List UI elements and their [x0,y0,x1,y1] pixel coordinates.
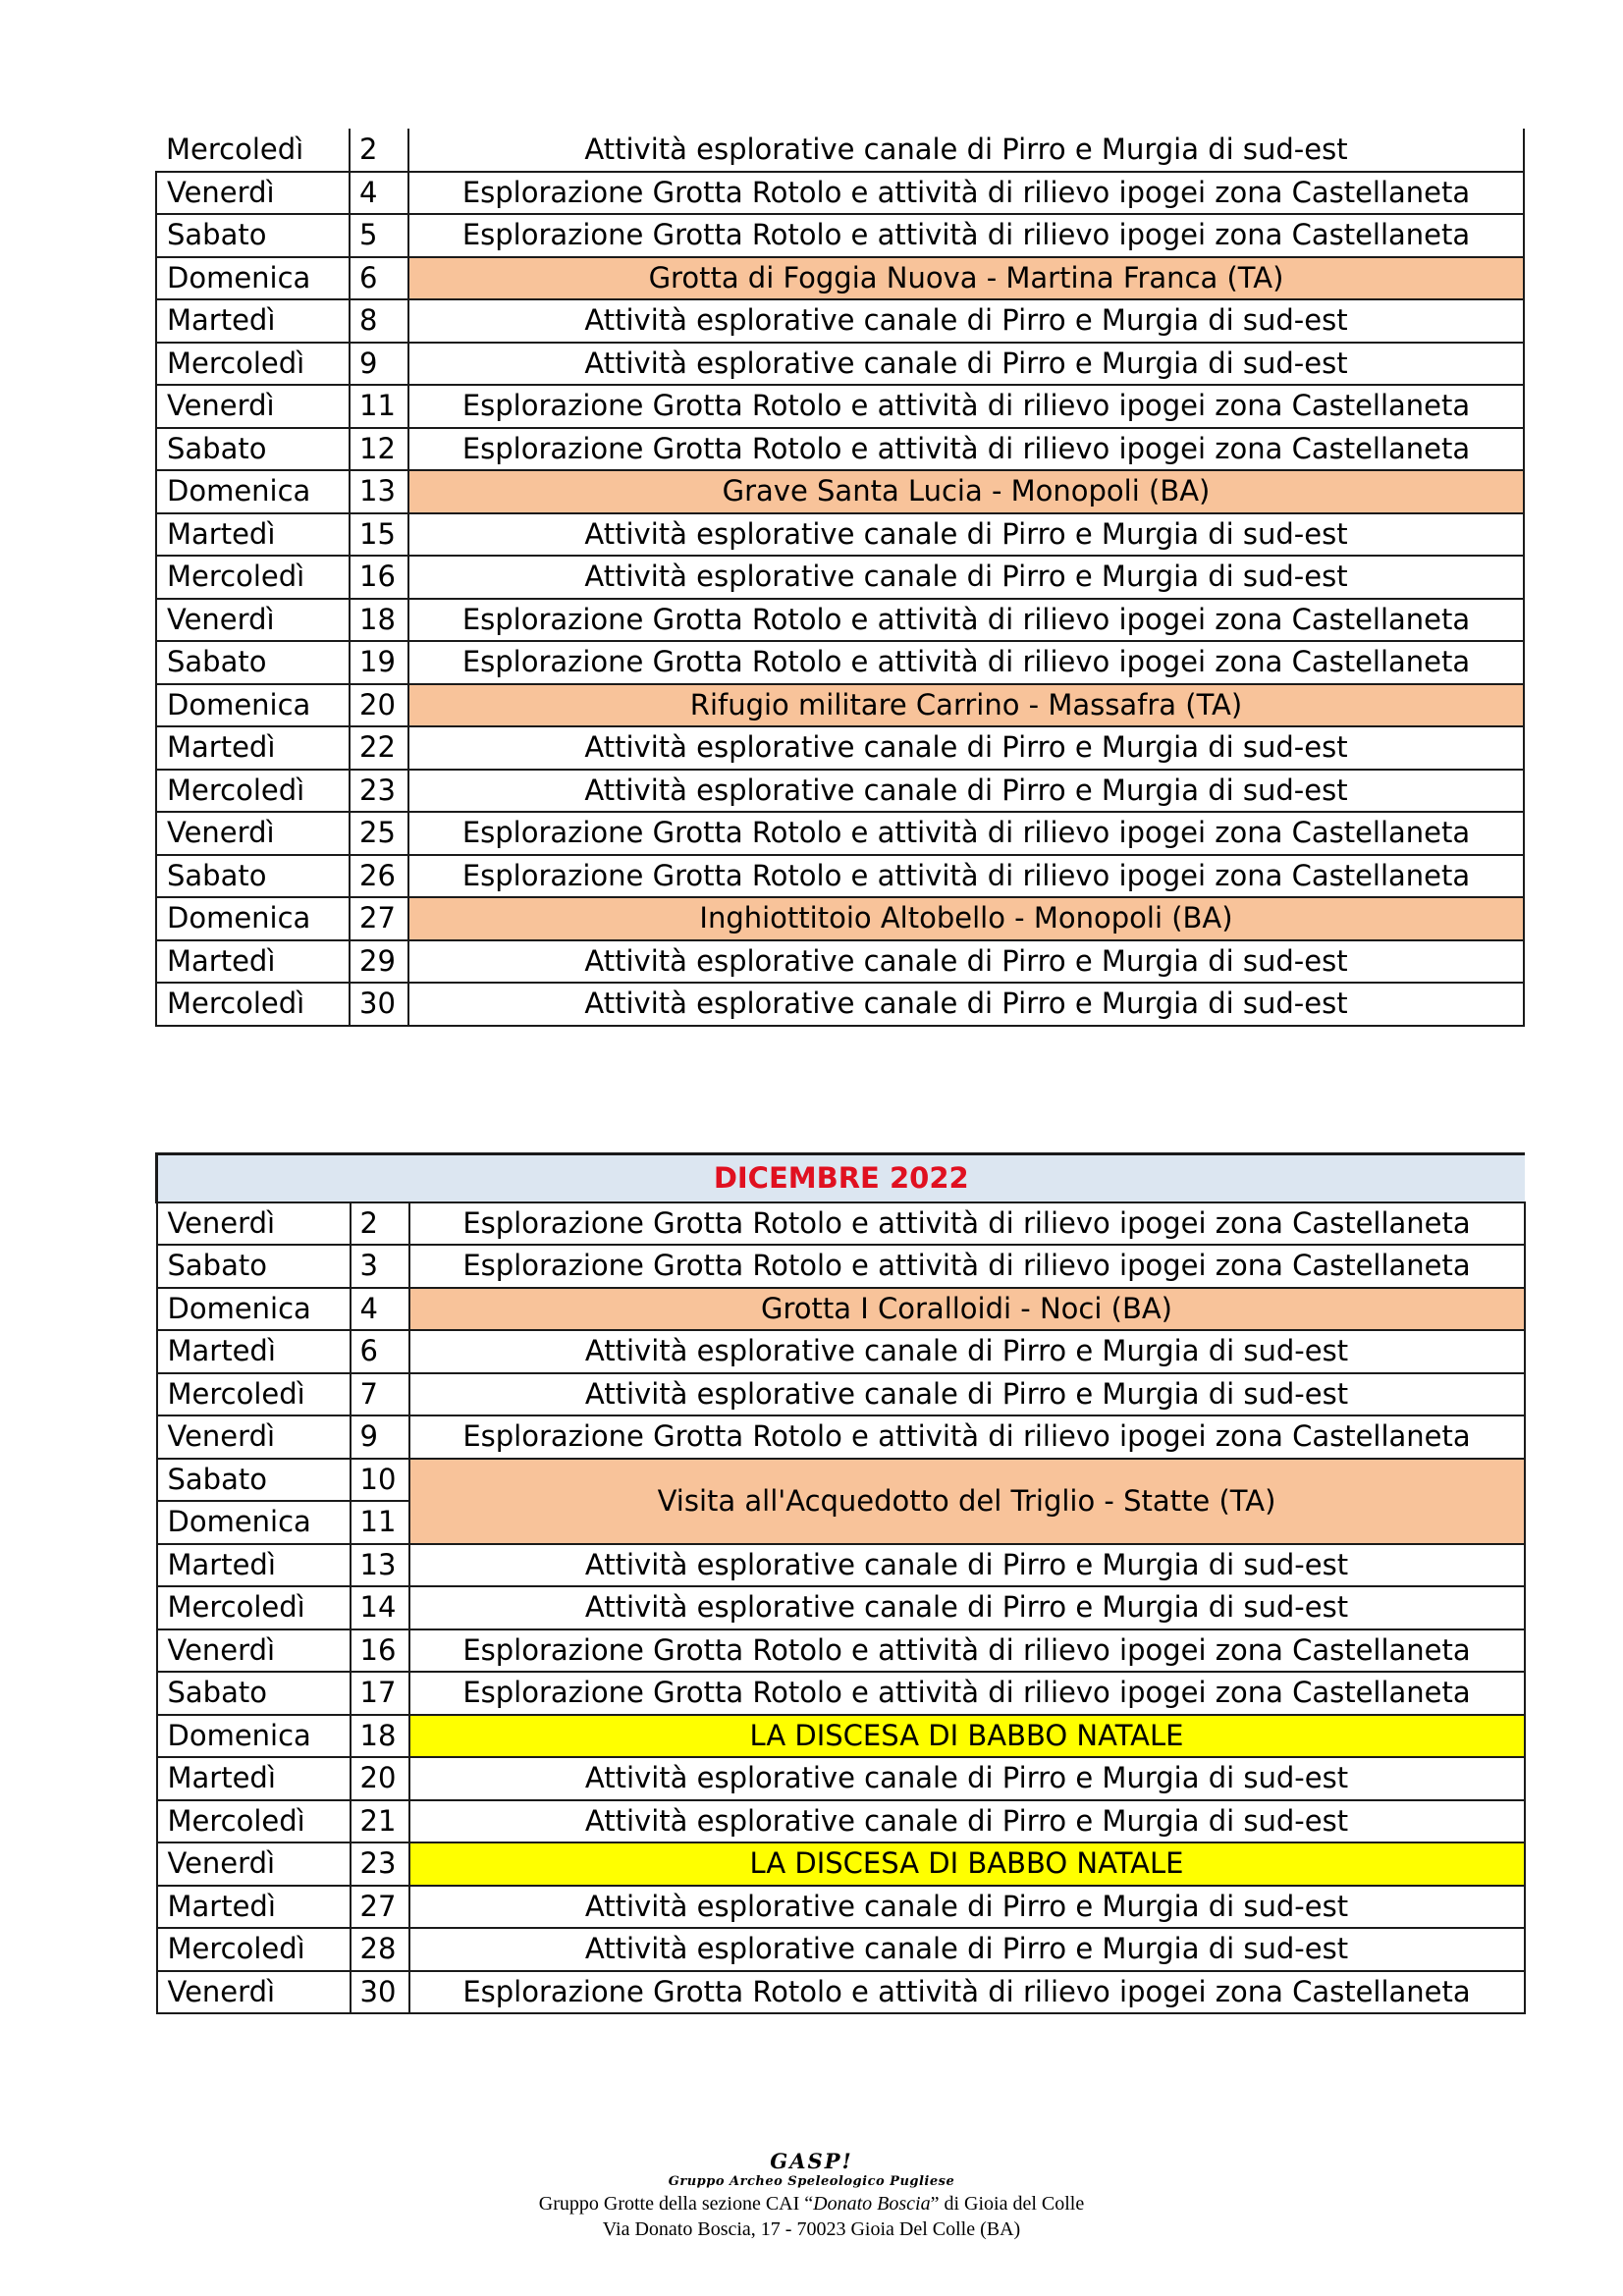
schedule-row [157,1842,1525,1886]
activity-cell: Attività esplorative canale di Pirro e Murgia di sud-est [408,299,1524,343]
date-cell: 27 [351,1886,409,1929]
date-cell: 13 [351,1544,409,1587]
activity-cell: Attività esplorative canale di Pirro e Murgia di sud-est [408,940,1524,984]
date-cell: 28 [351,1928,409,1971]
footer-address: Via Donato Boscia, 17 - 70023 Gioia Del Colle (BA) [602,2218,1021,2240]
activity-cell: Visita all'Acquedotto del Triglio - Statte (TA) [409,1459,1525,1544]
date-cell: 5 [350,214,408,257]
schedule-row [157,1672,1525,1715]
day-cell: Martedì [156,299,350,343]
schedule-row [157,1629,1525,1673]
date-cell: 3 [351,1245,409,1288]
schedule-row [157,1800,1525,1843]
day-cell: Venerdì [156,599,350,642]
schedule-row [156,172,1524,215]
date-cell: 11 [350,385,408,428]
footer-line1-prefix: Gruppo Grotte della sezione CAI “ [538,2193,814,2215]
schedule-row [156,556,1524,599]
day-cell: Martedì [157,1330,351,1373]
day-cell: Martedì [156,940,350,984]
date-cell: 6 [350,257,408,300]
schedule-row [157,1245,1525,1288]
day-cell: Martedì [156,513,350,557]
date-cell: 11 [351,1501,409,1544]
schedule-row [157,1715,1525,1758]
date-cell: 19 [350,641,408,684]
activity-cell: Attività esplorative canale di Pirro e Murgia di sud-est [408,983,1524,1026]
date-cell: 6 [351,1330,409,1373]
date-cell: 2 [350,129,408,172]
schedule-row [157,1288,1525,1331]
schedule-row [156,257,1524,300]
date-cell: 16 [351,1629,409,1673]
activity-cell: Esplorazione Grotta Rotolo e attività di rilievo ipogei zona Castellaneta [408,812,1524,855]
day-cell: Venerdì [157,1842,351,1886]
date-cell: 26 [350,855,408,898]
december-schedule-table [155,1152,1526,2014]
schedule-row [157,1330,1525,1373]
schedule-row [156,299,1524,343]
date-cell: 14 [351,1586,409,1629]
day-cell: Venerdì [157,1971,351,2014]
day-cell: Mercoledì [157,1928,351,1971]
day-cell: Venerdì [157,1202,351,1246]
date-cell: 22 [350,726,408,770]
schedule-row [156,385,1524,428]
date-cell: 7 [351,1373,409,1416]
schedule-row [157,1415,1525,1459]
schedule-row [156,684,1524,727]
day-cell: Sabato [156,855,350,898]
schedule-row [157,1202,1525,1246]
date-cell: 23 [350,770,408,813]
footer-group-name: Gruppo Archeo Speleologico Pugliese [668,2174,955,2189]
activity-cell: Esplorazione Grotta Rotolo e attività di rilievo ipogei zona Castellaneta [408,428,1524,471]
schedule-row [156,513,1524,557]
activity-cell: Esplorazione Grotta Rotolo e attività di rilievo ipogei zona Castellaneta [409,1245,1525,1288]
activity-cell: Esplorazione Grotta Rotolo e attività di rilievo ipogei zona Castellaneta [408,385,1524,428]
schedule-row [156,940,1524,984]
schedule-row [156,599,1524,642]
schedule-row [156,428,1524,471]
day-cell: Martedì [156,726,350,770]
day-cell: Mercoledì [156,129,350,172]
activity-cell: Attività esplorative canale di Pirro e Murgia di sud-est [409,1586,1525,1629]
activity-cell: Attività esplorative canale di Pirro e Murgia di sud-est [409,1373,1525,1416]
activity-cell: Rifugio militare Carrino - Massafra (TA) [408,684,1524,727]
activity-cell: Attività esplorative canale di Pirro e Murgia di sud-est [408,129,1524,172]
footer-logo: GASP! [770,2149,853,2173]
activity-cell: Attività esplorative canale di Pirro e Murgia di sud-est [408,726,1524,770]
day-cell: Mercoledì [157,1586,351,1629]
activity-cell: Esplorazione Grotta Rotolo e attività di rilievo ipogei zona Castellaneta [408,641,1524,684]
schedule-row [157,1886,1525,1929]
activity-cell: Esplorazione Grotta Rotolo e attività di rilievo ipogei zona Castellaneta [409,1971,1525,2014]
footer [0,2150,1623,2242]
activity-cell: Esplorazione Grotta Rotolo e attività di rilievo ipogei zona Castellaneta [409,1629,1525,1673]
activity-cell: Attività esplorative canale di Pirro e Murgia di sud-est [408,770,1524,813]
day-cell: Domenica [157,1715,351,1758]
date-cell: 30 [350,983,408,1026]
activity-cell: Esplorazione Grotta Rotolo e attività di rilievo ipogei zona Castellaneta [408,855,1524,898]
schedule-row [156,641,1524,684]
activity-cell: Esplorazione Grotta Rotolo e attività di rilievo ipogei zona Castellaneta [408,172,1524,215]
activity-cell: Esplorazione Grotta Rotolo e attività di rilievo ipogei zona Castellaneta [409,1415,1525,1459]
day-cell: Martedì [157,1544,351,1587]
activity-cell: Attività esplorative canale di Pirro e Murgia di sud-est [409,1330,1525,1373]
activity-cell: Esplorazione Grotta Rotolo e attività di rilievo ipogei zona Castellaneta [408,214,1524,257]
day-cell: Mercoledì [157,1800,351,1843]
day-cell: Sabato [156,428,350,471]
footer-line1-suffix: ” di Gioia del Colle [930,2193,1085,2215]
day-cell: Domenica [156,897,350,940]
date-cell: 30 [351,1971,409,2014]
activity-cell: Attività esplorative canale di Pirro e Murgia di sud-est [408,556,1524,599]
activity-cell: Inghiottitoio Altobello - Monopoli (BA) [408,897,1524,940]
schedule-row [156,855,1524,898]
date-cell: 25 [350,812,408,855]
day-cell: Martedì [157,1886,351,1929]
day-cell: Domenica [156,684,350,727]
schedule-row [156,897,1524,940]
november-schedule-table [155,129,1525,1027]
day-cell: Sabato [157,1459,351,1502]
date-cell: 20 [350,684,408,727]
day-cell: Domenica [157,1288,351,1331]
activity-cell: Esplorazione Grotta Rotolo e attività di rilievo ipogei zona Castellaneta [409,1202,1525,1246]
day-cell: Domenica [156,470,350,513]
day-cell: Venerdì [157,1415,351,1459]
activity-cell: Attività esplorative canale di Pirro e Murgia di sud-est [409,1800,1525,1843]
day-cell: Venerdì [156,385,350,428]
schedule-row [157,1459,1525,1502]
activity-cell: Attività esplorative canale di Pirro e Murgia di sud-est [409,1757,1525,1800]
day-cell: Venerdì [157,1629,351,1673]
date-cell: 18 [351,1715,409,1758]
day-cell: Venerdì [156,812,350,855]
schedule-row [156,343,1524,386]
schedule-row [156,129,1524,172]
date-cell: 12 [350,428,408,471]
date-cell: 9 [350,343,408,386]
date-cell: 15 [350,513,408,557]
month-header-row [157,1154,1525,1202]
schedule-row [157,1928,1525,1971]
day-cell: Sabato [157,1672,351,1715]
day-cell: Domenica [157,1501,351,1544]
schedule-row [157,1586,1525,1629]
schedule-row [156,812,1524,855]
date-cell: 10 [351,1459,409,1502]
date-cell: 4 [350,172,408,215]
day-cell: Domenica [156,257,350,300]
day-cell: Mercoledì [156,770,350,813]
activity-cell: Grotta di Foggia Nuova - Martina Franca (TA) [408,257,1524,300]
date-cell: 27 [350,897,408,940]
schedule-row [157,1373,1525,1416]
date-cell: 9 [351,1415,409,1459]
day-cell: Sabato [157,1245,351,1288]
activity-cell: Attività esplorative canale di Pirro e Murgia di sud-est [408,513,1524,557]
day-cell: Mercoledì [156,556,350,599]
date-cell: 29 [350,940,408,984]
activity-cell: Esplorazione Grotta Rotolo e attività di rilievo ipogei zona Castellaneta [408,599,1524,642]
date-cell: 23 [351,1842,409,1886]
date-cell: 16 [350,556,408,599]
activity-cell: Grotta I Coralloidi - Noci (BA) [409,1288,1525,1331]
date-cell: 17 [351,1672,409,1715]
month-title: DICEMBRE 2022 [157,1154,1525,1202]
activity-cell: Esplorazione Grotta Rotolo e attività di rilievo ipogei zona Castellaneta [409,1672,1525,1715]
schedule-row [157,1757,1525,1800]
activity-cell: Attività esplorative canale di Pirro e Murgia di sud-est [408,343,1524,386]
activity-cell: LA DISCESA DI BABBO NATALE [409,1715,1525,1758]
date-cell: 8 [350,299,408,343]
schedule-row [157,1544,1525,1587]
date-cell: 13 [350,470,408,513]
day-cell: Mercoledì [157,1373,351,1416]
day-cell: Mercoledì [156,343,350,386]
schedule-row [157,1971,1525,2014]
date-cell: 18 [350,599,408,642]
footer-line1-name: Donato Boscia [813,2193,931,2215]
date-cell: 20 [351,1757,409,1800]
date-cell: 4 [351,1288,409,1331]
day-cell: Sabato [156,641,350,684]
activity-cell: Attività esplorative canale di Pirro e Murgia di sud-est [409,1886,1525,1929]
footer-section-line [0,2191,1623,2216]
day-cell: Sabato [156,214,350,257]
schedule-row [156,726,1524,770]
activity-cell: Attività esplorative canale di Pirro e Murgia di sud-est [409,1544,1525,1587]
schedule-row [156,983,1524,1026]
schedule-row [156,470,1524,513]
activity-cell: Grave Santa Lucia - Monopoli (BA) [408,470,1524,513]
date-cell: 21 [351,1800,409,1843]
schedule-row [156,770,1524,813]
activity-cell: LA DISCESA DI BABBO NATALE [409,1842,1525,1886]
day-cell: Martedì [157,1757,351,1800]
day-cell: Venerdì [156,172,350,215]
schedule-row [156,214,1524,257]
date-cell: 2 [351,1202,409,1246]
day-cell: Mercoledì [156,983,350,1026]
activity-cell: Attività esplorative canale di Pirro e Murgia di sud-est [409,1928,1525,1971]
